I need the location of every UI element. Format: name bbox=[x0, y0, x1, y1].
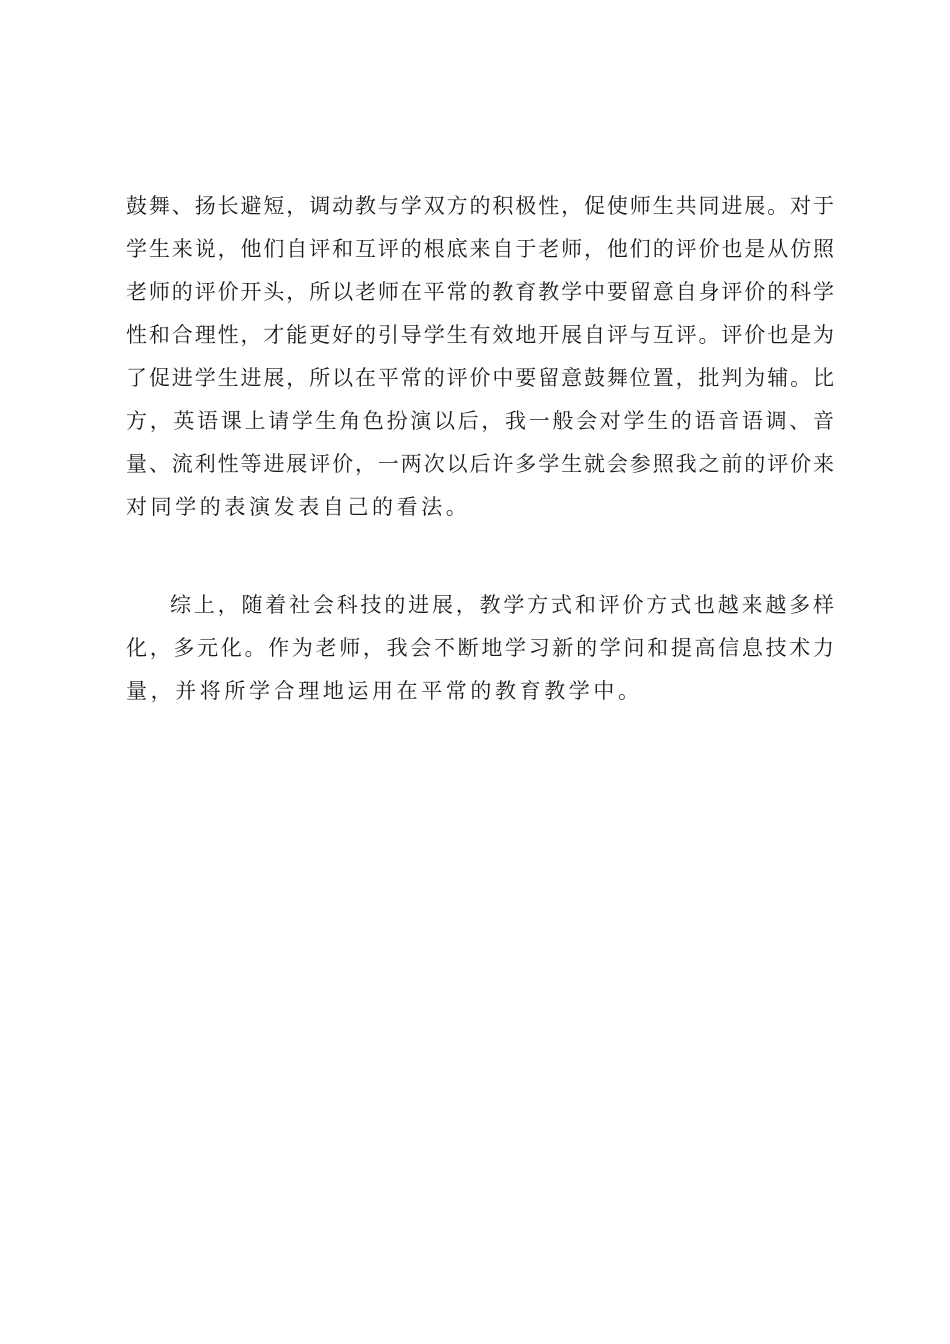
paragraph-line: 量、流利性等进展评价，一两次以后许多学生就会参照我之前的评价来 bbox=[126, 452, 834, 476]
paragraph-line: 老师的评价开头，所以老师在平常的教育教学中要留意自身评价的科学 bbox=[126, 280, 834, 304]
paragraph-line: 化，多元化。作为老师，我会不断地学习新的学问和提高信息技术力 bbox=[126, 636, 834, 660]
paragraph-line: 了促进学生进展，所以在平常的评价中要留意鼓舞位置，批判为辅。比 bbox=[126, 366, 834, 390]
paragraph-line: 对同学的表演发表自己的看法。 bbox=[126, 495, 471, 519]
paragraph-1 bbox=[126, 185, 834, 529]
paragraph-line: 学生来说，他们自评和互评的根底来自于老师，他们的评价也是从仿照 bbox=[126, 237, 834, 261]
paragraph-line: 鼓舞、扬长避短，调动教与学双方的积极性，促使师生共同进展。对于 bbox=[126, 194, 834, 218]
paragraph-line: 量，并将所学合理地运用在平常的教育教学中。 bbox=[126, 679, 643, 703]
paragraph-line: 性和合理性，才能更好的引导学生有效地开展自评与互评。评价也是为 bbox=[126, 323, 834, 347]
paragraph-line: 综上，随着社会科技的进展，教学方式和评价方式也越来越多样 bbox=[170, 593, 834, 617]
paragraph-line: 方，英语课上请学生角色扮演以后，我一般会对学生的语音语调、音 bbox=[126, 409, 834, 433]
paragraph-2 bbox=[126, 584, 834, 713]
